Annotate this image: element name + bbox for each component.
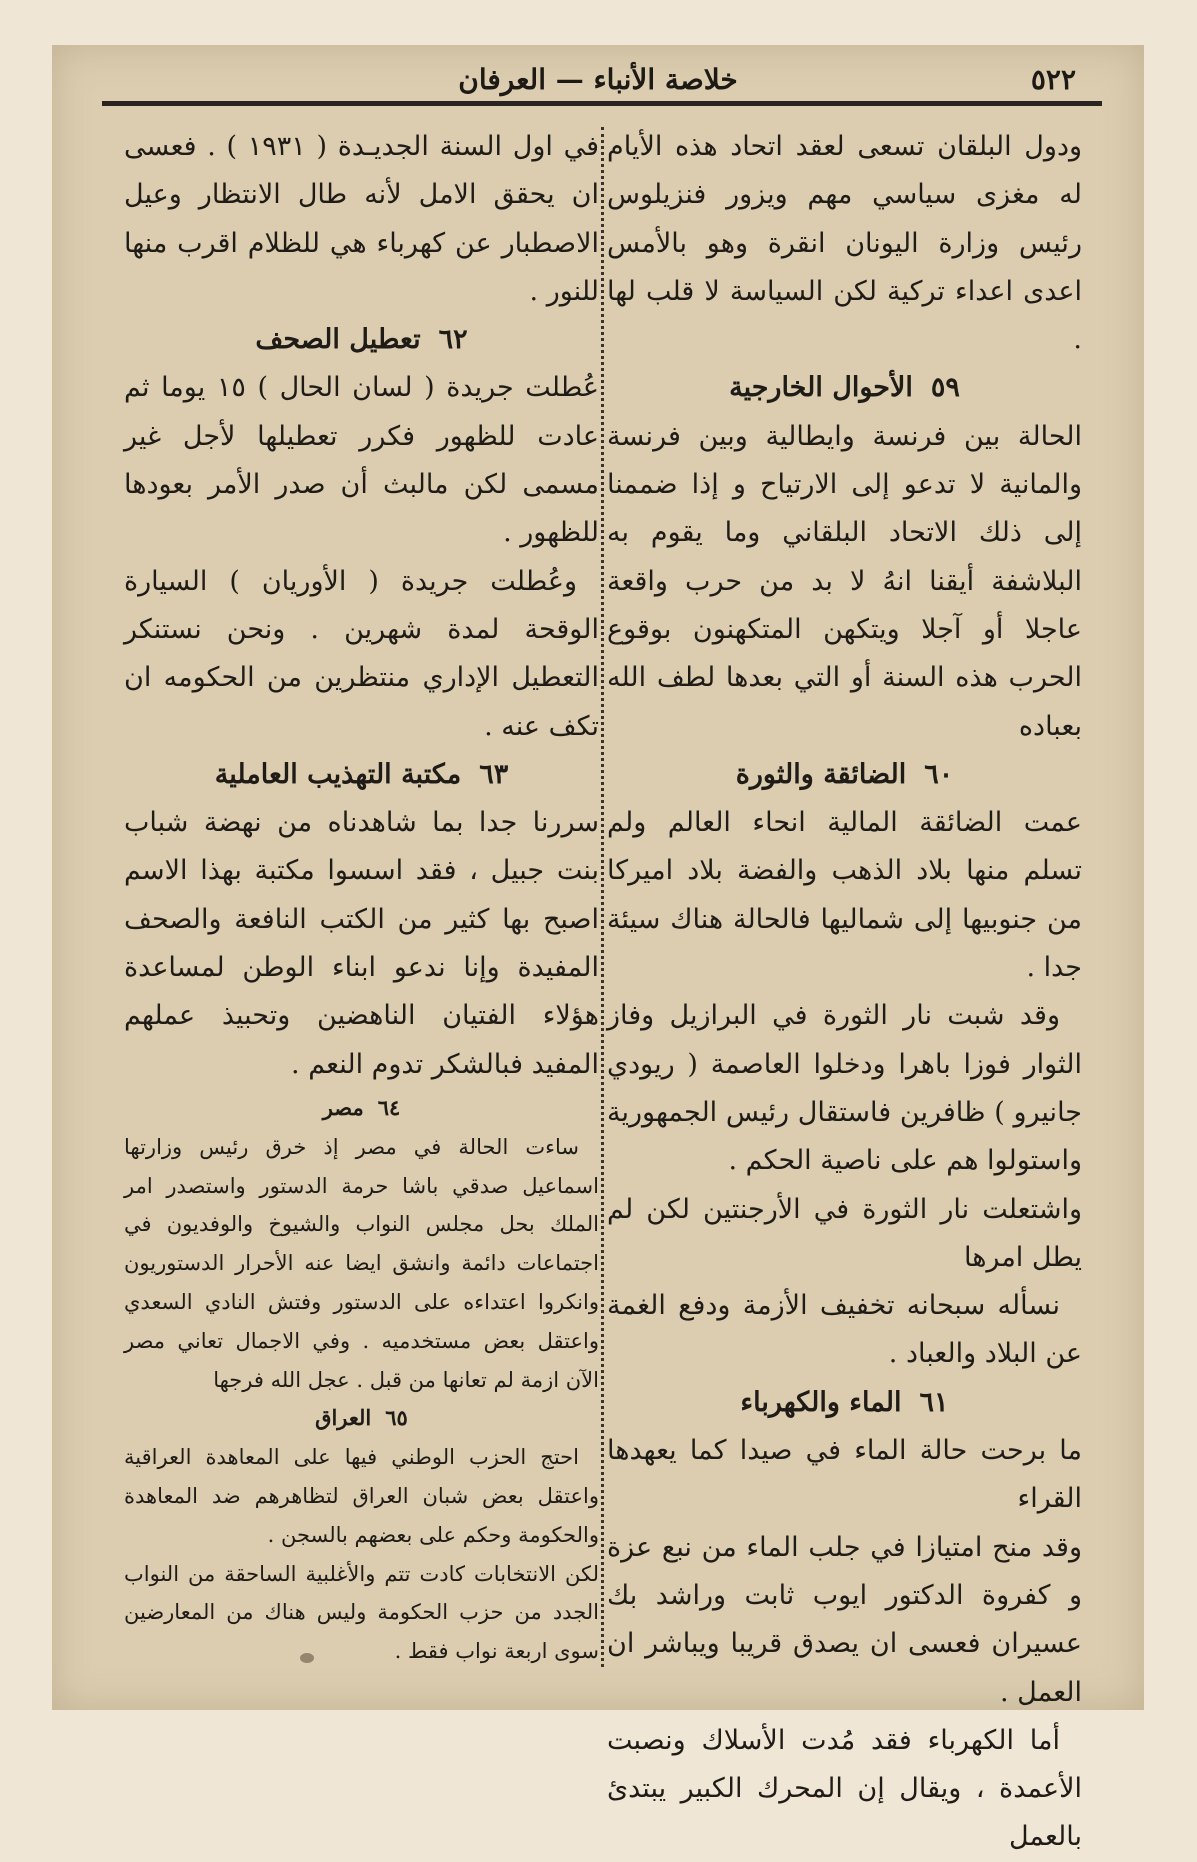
section-heading xyxy=(124,751,599,799)
paragraph: في اول السنة الجديـدة ( ١٩٣١ ) . فعسى ان يحقق الامل لأنه طال الانتظار وعيل الاصطبار عن كهرباء هي للظلام اقرب منها للنور . xyxy=(124,131,600,307)
column-divider xyxy=(601,127,604,1667)
section-heading xyxy=(607,1379,1082,1427)
paragraph: احتج الحزب الوطني فيها على المعاهدة العراقية واعتقل بعض شبان العراق لتظاهرهم ضد المعاهدة والحكومة وحكم على بعضهم بالسجن . xyxy=(124,1445,599,1547)
paragraph: عُطلت جريدة ( لسان الحال ) ١٥ يوما ثم عادت للظهور فكرر تعطيلها لأجل غير مسمى لكن مالبث أن صدر الأمر بعودها للظهور . xyxy=(124,372,599,549)
page-number: ٥٢٢ xyxy=(1030,63,1076,96)
paragraph: وقد شبت نار الثورة في البرازيل وفاز الثوار فوزا باهرا ودخلوا العاصمة ( ريودي جانيرو ) ظافرين فاستقال رئيس الجمهورية واستولوا هم على ناصية الحكم . xyxy=(607,1000,1082,1177)
paragraph: عمت الضائقة المالية انحاء العالم ولم تسلم منها بلاد الذهب والفضة بلاد اميركا من جنوبيها إلى شماليها فالحالة هناك سيئة جدا . xyxy=(607,807,1082,984)
section-heading xyxy=(607,751,1082,799)
paragraph: الحالة بين فرنسة وايطالية وبين فرنسة والمانية لا تدعو إلى الارتياح و إذا ضممنا إلى ذلك الاتحاد البلقاني وما يقوم به البلاشفة أيقنا انهُ لا بد من حرب واقعة عاجلا أو آجلا ويتكهن المتكهنون بوقوع الحرب هذه السنة أو التي بعدها لطف الله بعباده xyxy=(607,420,1082,742)
paragraph: وقد منح امتيازا في جلب الماء من نبع عزة و كفروة الدكتور ايوب ثابت وراشد بك عسيران فعسى ان يصدق قريبا ويباشر ان العمل . xyxy=(607,1531,1082,1708)
ink-smudge xyxy=(300,1653,314,1663)
section-number: ٦٢ xyxy=(438,324,468,356)
paragraph: أما الكهرباء فقد مُدت الأسلاك ونصبت الأعمدة ، ويقال إن المحرك الكبير يبتدئ بالعمل xyxy=(607,1724,1082,1853)
paragraph: نسأله سبحانه تخفيف الأزمة ودفع الغمة عن البلاد والعباد . xyxy=(607,1290,1082,1370)
section-title: الأحوال الخارجية xyxy=(729,372,913,404)
section-title: مصر xyxy=(322,1094,364,1120)
paragraph: واشتعلت نار الثورة في الأرجنتين لكن لم يطل امرها xyxy=(607,1193,1082,1273)
section-title: الماء والكهرباء xyxy=(740,1386,902,1418)
left-column xyxy=(124,123,599,1671)
section-heading xyxy=(124,316,599,364)
paragraph: سررنا جدا بما شاهدناه من نهضة شباب بنت جبيل ، فقد اسسوا مكتبة بهذا الاسم اصبح بها كثير من الكتب النافعة والصحف المفيدة وإنا ندعو ابناء الوطن لمساعدة هؤلاء الفتيان الناهضين وتحبيذ عملهم المفيد فبالشكر تدوم النعم . xyxy=(124,807,599,1080)
paragraph: لكن الانتخابات كادت تتم والأغلبية الساحقة من النواب الجدد من حزب الحكومة وليس هناك من المعارضين سوى اربعة نواب فقط . xyxy=(124,1561,599,1664)
header-rule xyxy=(102,101,1102,106)
section-heading xyxy=(124,1089,599,1128)
section-title: الضائقة والثورة xyxy=(735,758,907,790)
section-title: مكتبة التهذيب العاملية xyxy=(214,758,462,790)
section-number: ٦٠ xyxy=(924,758,954,790)
running-title: خلاصة الأنباء — العرفان xyxy=(458,63,738,96)
right-column xyxy=(607,123,1082,1862)
section-number: ٦٥ xyxy=(385,1405,408,1431)
section-heading xyxy=(607,364,1082,412)
section-title: العراق xyxy=(315,1405,372,1431)
book-page xyxy=(52,45,1144,1853)
paragraph: وعُطلت جريدة ( الأوريان ) السيارة الوقحة لمدة شهرين . ونحن نستنكر التعطيل الإداري منتظرين من الحكومه ان تكف عنه . xyxy=(124,565,599,742)
paragraph: ساءت الحالة في مصر إذ خرق رئيس وزارتها اسماعيل صدقي باشا حرمة الدستور واستصدر امر الملك بحل مجلس النواب والشيوخ والوفديون في اجتماعات دائمة وانشق ايضا عنه الأحرار الدستوريون وانكروا اعتداءه على الدستور وفتش النادي السعدي واعتقل بعض مستخدميه . وفي الاجمال تعاني مصر الآن ازمة لم تعانها من قبل . عجل الله فرجها xyxy=(124,1134,599,1392)
paragraph: ما برحت حالة الماء في صيدا كما يعهدها القراء xyxy=(607,1435,1082,1515)
section-number: ٥٩ xyxy=(930,372,960,404)
section-number: ٦١ xyxy=(919,1386,949,1418)
section-title: تعطيل الصحف xyxy=(255,324,421,356)
section-heading xyxy=(124,1399,599,1438)
page-header xyxy=(92,53,1104,105)
paragraph: ودول البلقان تسعى لعقد اتحاد هذه الأيام له مغزى سياسي مهم ويزور فنزيلوس رئيس وزارة اليونان انقرة وهو بالأمس اعدى اعداء تركية لكن السياسة لا قلب لها . xyxy=(607,131,1082,356)
section-number: ٦٤ xyxy=(377,1094,401,1120)
section-number: ٦٣ xyxy=(479,758,509,790)
